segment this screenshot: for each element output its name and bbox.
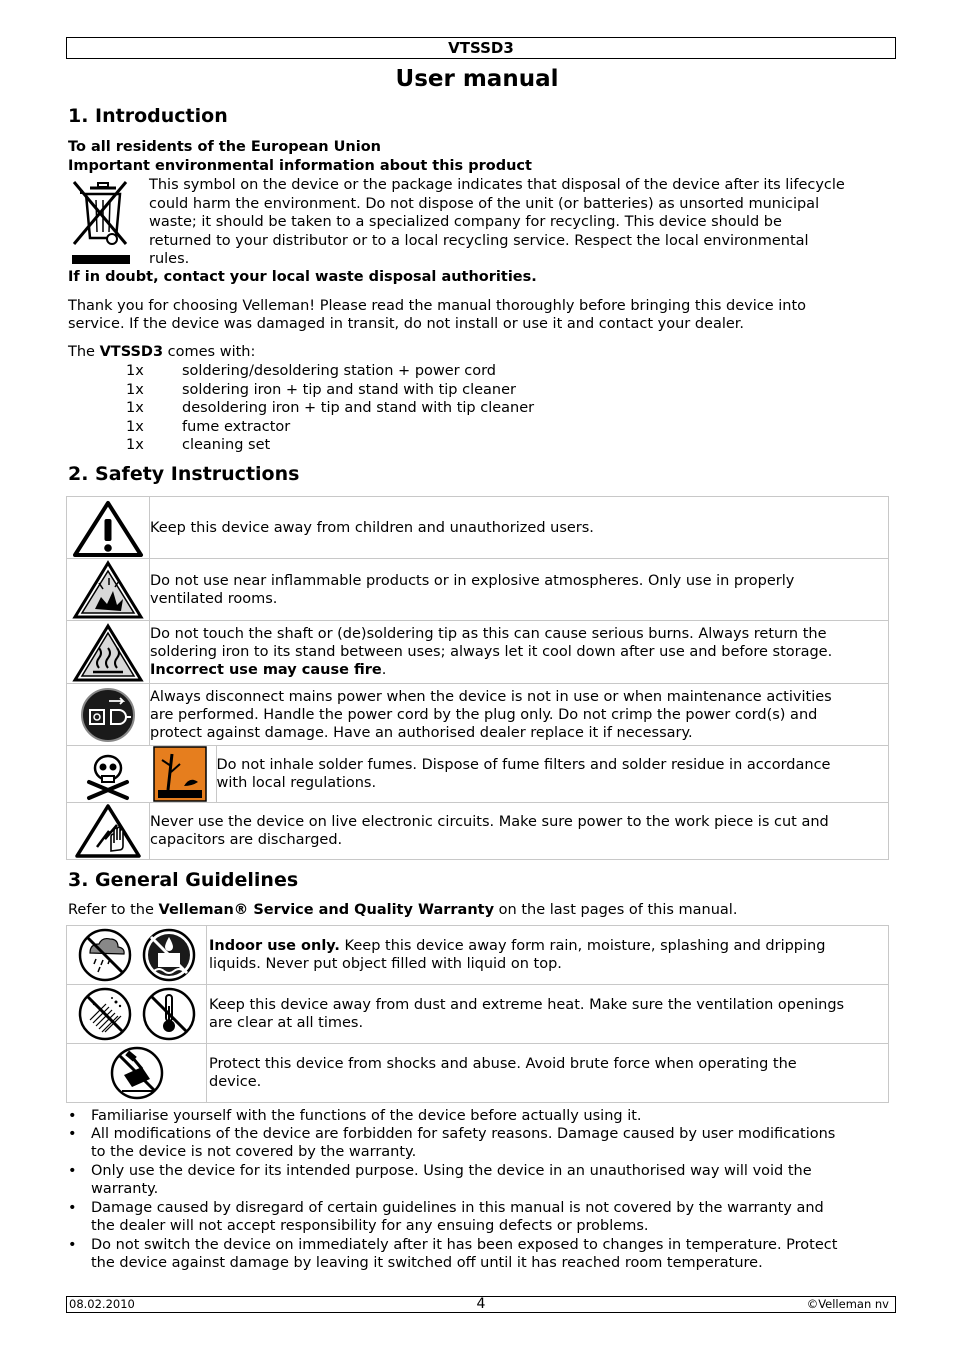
- guideline-text-line: Protect this device from shocks and abuse. Avoid brute force when operating the: [209, 1056, 797, 1072]
- item-qty: 1x: [126, 363, 144, 379]
- guideline-text-line: Keep this device away from dust and extreme heat. Make sure the ventilation openings: [209, 997, 845, 1013]
- weee-text-line: could harm the environment. Do not dispose of the unit (or batteries) as unsorted municipal: [149, 195, 820, 212]
- weee-text-line: rules.: [149, 251, 190, 268]
- environment-hazard-icon: [150, 746, 210, 802]
- electric-hand-warning-icon: [67, 803, 149, 859]
- safety-text: Do not inhale solder fumes. Dispose of fume filters and solder residue in accordance: [216, 757, 831, 773]
- list-item: [68, 1199, 888, 1235]
- item-name: desoldering iron + tip and stand with tip cleaner: [182, 400, 535, 416]
- item-qty: 1x: [126, 382, 144, 398]
- env-info-line: Important environmental information about this product: [68, 158, 532, 174]
- safety-text: Keep this device away from children and unauthorized users.: [150, 519, 594, 536]
- guideline-text-line: liquids. Never put object filled with liquid on top.: [209, 956, 562, 972]
- table-row: [67, 559, 889, 621]
- item-qty: 1x: [126, 437, 144, 453]
- bullet-icon: •: [68, 1200, 77, 1216]
- heading-guidelines: 3. General Guidelines: [68, 869, 299, 891]
- safety-text: [150, 661, 888, 679]
- no-rain-icon: [76, 927, 134, 983]
- thanks-line: Thank you for choosing Velleman! Please read the manual thoroughly before bringing this device into: [68, 298, 807, 314]
- comes-with-line: [68, 343, 888, 361]
- warning-triangle-icon: [67, 497, 149, 558]
- safety-text: with local regulations.: [216, 775, 377, 791]
- hot-surface-icon: [67, 622, 149, 683]
- comes-with-model: VTSSD3: [99, 344, 164, 360]
- list-item: [126, 381, 516, 399]
- fire-warning-end: .: [381, 662, 387, 678]
- safety-text: capacitors are discharged.: [150, 832, 343, 848]
- table-row: [67, 985, 889, 1044]
- explosive-atmosphere-icon: [67, 559, 149, 620]
- safety-text: soldering iron to its stand between uses; always let it cool down after use and before storage.: [150, 644, 833, 660]
- no-heat-icon: [140, 986, 198, 1042]
- safety-text: Never use the device on live electronic circuits. Make sure power to the work piece is cut and: [150, 814, 829, 830]
- safety-text: ventilated rooms.: [150, 590, 278, 607]
- safety-text: Always disconnect mains power when the device is not in use or when maintenance activities: [150, 688, 832, 705]
- icon-pair: [67, 927, 206, 983]
- toxic-skull-icon: [67, 746, 149, 802]
- list-item: [68, 1236, 888, 1272]
- bullet-text: Damage caused by disregard of certain guidelines in this manual is not covered by the warranty and: [91, 1200, 824, 1216]
- disconnect-mains-icon: [67, 684, 149, 745]
- warranty-name: Velleman® Service and Quality Warranty: [158, 902, 495, 918]
- doubt-line: If in doubt, contact your local waste disposal authorities.: [68, 269, 537, 285]
- bullet-text: Do not switch the device on immediately after it has been exposed to changes in temperature. Protect: [91, 1237, 838, 1253]
- safety-table: [66, 496, 889, 860]
- weee-text-line: returned to your distributor or to a local recycling service. Respect the local environmental: [149, 232, 809, 249]
- header-model: VTSSD3: [66, 37, 896, 59]
- table-row: [67, 746, 889, 803]
- table-row: [67, 1044, 889, 1103]
- footer-copyright: ©Velleman nv: [806, 1297, 889, 1311]
- table-row: [67, 621, 889, 684]
- icon-pair: [67, 986, 206, 1042]
- list-item: [68, 1162, 888, 1198]
- safety-text: Do not touch the shaft or (de)soldering tip as this can cause serious burns. Always return the: [150, 626, 827, 642]
- bullet-text: All modifications of the device are forbidden for safety reasons. Damage caused by user modifications: [91, 1126, 836, 1142]
- list-item: [126, 362, 496, 380]
- guideline-text-line: Keep this device away form rain, moisture, splashing and dripping: [339, 938, 826, 954]
- weee-bin-icon: [68, 176, 132, 266]
- heading-introduction: 1. Introduction: [68, 105, 228, 127]
- guideline-text-line: device.: [209, 1074, 262, 1090]
- bullet-text: the device against damage by leaving it switched off until it has reached room temperature.: [91, 1255, 763, 1271]
- item-qty: 1x: [126, 419, 144, 435]
- list-item: [68, 1125, 888, 1161]
- bullet-icon: •: [68, 1237, 77, 1253]
- table-row: [67, 497, 889, 559]
- indoor-use-label: Indoor use only.: [209, 938, 340, 954]
- page-title: User manual: [395, 66, 559, 92]
- bullet-text: warranty.: [91, 1181, 159, 1197]
- refer-prefix: Refer to the: [68, 902, 159, 918]
- list-item: [126, 399, 534, 417]
- table-row: [67, 803, 889, 860]
- table-row: [67, 926, 889, 985]
- bullet-text: Only use the device for its intended purpose. Using the device in an unauthorised way will void the: [91, 1163, 812, 1179]
- heading-safety: 2. Safety Instructions: [68, 463, 300, 485]
- safety-text: protect against damage. Have an authorised dealer replace it if necessary.: [150, 724, 693, 741]
- item-name: soldering iron + tip and stand with tip cleaner: [182, 382, 516, 398]
- eu-residents-line: To all residents of the European Union: [68, 139, 381, 155]
- bullet-text: the dealer will not accept responsibility for any ensuing defects or problems.: [91, 1218, 649, 1234]
- item-name: soldering/desoldering station + power cord: [182, 363, 496, 379]
- item-name: fume extractor: [182, 419, 291, 435]
- guideline-text: [209, 937, 888, 955]
- refer-suffix: on the last pages of this manual.: [494, 902, 738, 918]
- bullet-text: to the device is not covered by the warranty.: [91, 1144, 417, 1160]
- item-qty: 1x: [126, 400, 144, 416]
- guidelines-table: [66, 925, 889, 1103]
- safety-text: Do not use near inflammable products or in explosive atmospheres. Only use in properly: [150, 572, 795, 589]
- safety-text: are performed. Handle the power cord by the plug only. Do not crimp the power cord(s) and: [150, 706, 818, 723]
- table-row: [67, 684, 889, 746]
- warranty-reference: [68, 902, 737, 918]
- bullet-icon: •: [68, 1163, 77, 1179]
- footer-date: 08.02.2010: [69, 1297, 135, 1311]
- page-number: 4: [476, 1296, 486, 1312]
- no-dust-icon: [76, 986, 134, 1042]
- comes-with-suffix: comes with:: [163, 344, 256, 360]
- item-name: cleaning set: [182, 437, 271, 453]
- bullet-icon: •: [68, 1126, 77, 1142]
- bullet-icon: •: [68, 1108, 77, 1124]
- comes-with-prefix: The: [68, 344, 100, 360]
- weee-text-line: This symbol on the device or the package indicates that disposal of the device after its lifecycle: [149, 177, 845, 193]
- thanks-paragraph: [68, 297, 888, 333]
- icon-single: [67, 1045, 206, 1101]
- list-item: [126, 436, 270, 454]
- thanks-line: service. If the device was damaged in transit, do not install or use it and contact your dealer.: [68, 316, 745, 332]
- no-shock-icon: [108, 1045, 166, 1101]
- guideline-text-line: are clear at all times.: [209, 1015, 364, 1031]
- page-footer: [66, 1296, 896, 1313]
- bullet-text: Familiarise yourself with the functions of the device before actually using it.: [91, 1108, 642, 1124]
- list-item: [68, 1107, 888, 1125]
- weee-text-line: waste; it should be taken to a specialized company for recycling. This device should be: [149, 214, 782, 231]
- list-item: [126, 418, 290, 436]
- fire-warning: Incorrect use may cause fire: [150, 662, 382, 678]
- no-splash-icon: [140, 927, 198, 983]
- weee-text: [149, 176, 889, 269]
